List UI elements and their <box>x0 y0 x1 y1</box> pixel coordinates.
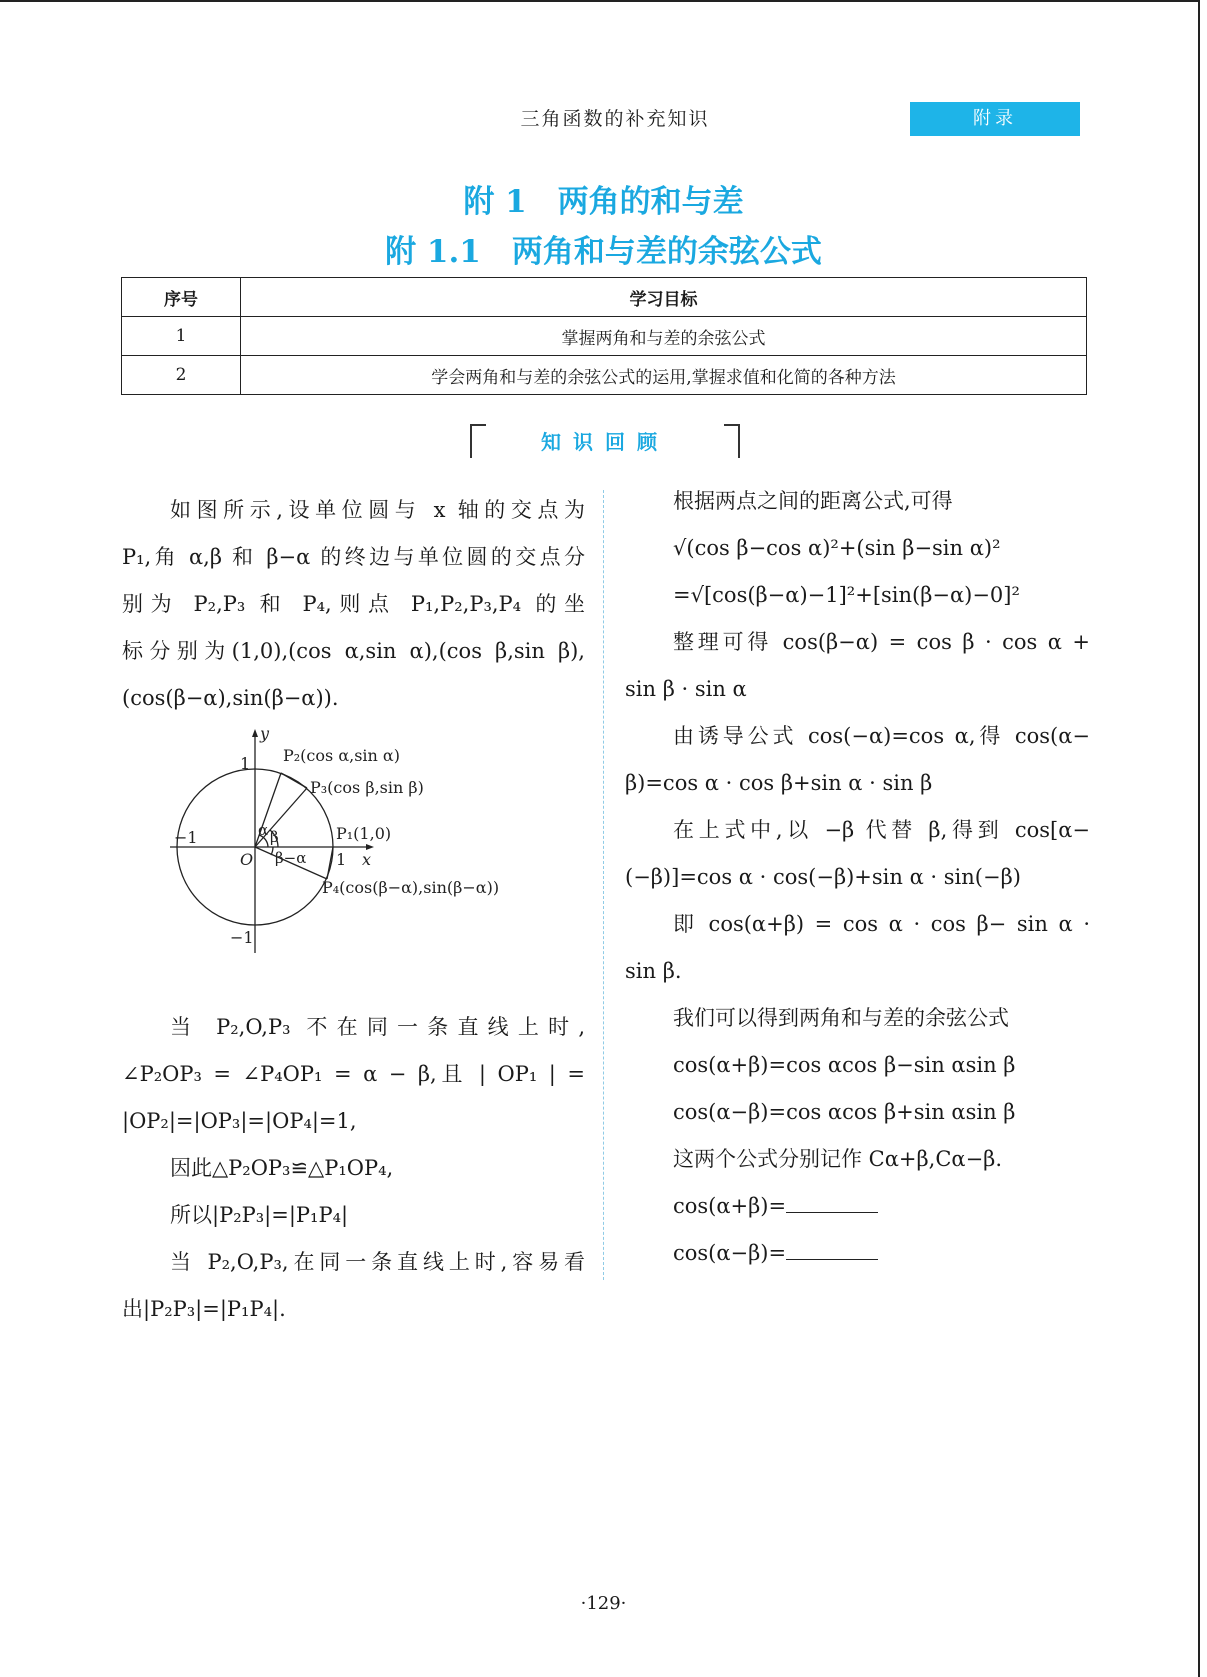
point-p2-label: P₂(cos α,sin α) <box>283 746 400 765</box>
text-line: 整理可得 cos(β−α) = cos β · cos α + <box>673 630 1090 654</box>
page-number: ·129· <box>580 1593 627 1614</box>
y-axis-arrow <box>252 729 258 737</box>
right-column <box>625 478 1090 1277</box>
learning-goals-table <box>121 277 1087 395</box>
appendix-tag: 附录 <box>910 102 1080 136</box>
table-header-row <box>122 278 1087 317</box>
tick-label-bottom: −1 <box>230 928 254 947</box>
text-line: 由诱导公式 cos(−α)=cos α,得 cos(α− <box>673 724 1090 748</box>
text-line: 标分别为(1,0),(cos α,sin α),(cos β,sin β), <box>122 639 585 663</box>
text-line: 所以|P₂P₃|=|P₁P₄| <box>170 1203 349 1227</box>
fill-in-prompt: cos(α−β)= <box>673 1241 787 1265</box>
tick-label-top: 1 <box>240 754 251 773</box>
cell-goal: 学会两角和与差的余弦公式的运用,掌握求值和化简的各种方法 <box>241 356 1087 395</box>
text-line: (cos(β−α),sin(β−α)). <box>122 686 339 710</box>
text-line: (−β)]=cos α · cos(−β)+sin α · sin(−β) <box>625 865 1021 889</box>
tick-label-right: 1 <box>336 850 347 869</box>
header-cell-number: 序号 <box>122 278 241 317</box>
formula-line: √(cos β−cos α)²+(sin β−sin α)² <box>673 536 1001 560</box>
text-line: β)=cos α · cos β+sin α · sin β <box>625 771 933 795</box>
chord-p1p4 <box>327 847 333 879</box>
table-row <box>122 356 1087 395</box>
text-line: |OP₂|=|OP₃|=|OP₄|=1, <box>122 1109 357 1133</box>
angle-beta-label: β <box>270 828 279 846</box>
x-axis-label: x <box>362 850 372 869</box>
y-axis-label: y <box>260 725 270 743</box>
chord-p2p3 <box>281 773 307 788</box>
formula-line: =√[cos(β−α)−1]²+[sin(β−α)−0]² <box>673 583 1020 607</box>
cell-goal: 掌握两角和与差的余弦公式 <box>241 317 1087 356</box>
cell-number: 2 <box>122 356 241 395</box>
text-line: 当 P₂,O,P₃,在同一条直线上时,容易看 <box>170 1250 585 1274</box>
point-p3-label: P₃(cos β,sin β) <box>310 778 424 797</box>
text-line: sin β · sin α <box>625 677 747 701</box>
section-heading: 附 1.1 两角和与差的余弦公式 <box>385 234 822 270</box>
page-frame-top <box>0 0 1200 2</box>
header-cell-goal: 学习目标 <box>241 278 1087 317</box>
fill-in-line <box>625 1230 1090 1277</box>
chapter-heading: 附 1 两角的和与差 <box>463 184 744 220</box>
unit-circle-figure <box>160 725 580 955</box>
text-line: 即 cos(α+β) = cos α · cos β− sin α · <box>673 912 1090 936</box>
text-line: 这两个公式分别记作 Cα+β,Cα−β. <box>673 1147 1002 1171</box>
text-line: 根据两点之间的距离公式,可得 <box>673 489 953 513</box>
fill-in-line <box>625 1183 1090 1230</box>
running-header: 三角函数的补充知识 <box>520 108 710 130</box>
column-divider <box>603 490 604 1280</box>
text-line: 因此△P₂OP₃≌△P₁OP₄, <box>170 1156 394 1180</box>
text-line: 别为 P₂,P₃ 和 P₄,则点 P₁,P₂,P₃,P₄ 的坐 <box>122 592 585 616</box>
text-line: 如图所示,设单位圆与 x 轴的交点为 <box>170 498 585 522</box>
text-line: 在上式中,以 −β 代替 β,得到 cos[α− <box>673 818 1090 842</box>
cell-number: 1 <box>122 317 241 356</box>
fill-in-prompt: cos(α+β)= <box>673 1194 787 1218</box>
tick-label-left: −1 <box>174 828 198 847</box>
formula-line: cos(α+β)=cos αcos β−sin αsin β <box>673 1053 1016 1077</box>
text-line: 出|P₂P₃|=|P₁P₄|. <box>122 1297 286 1321</box>
formula-line: cos(α−β)=cos αcos β+sin αsin β <box>673 1100 1016 1124</box>
answer-blank <box>786 1239 878 1260</box>
text-line: ∠P₂OP₃ = ∠P₄OP₁ = α − β,且 | OP₁ | = <box>122 1062 585 1086</box>
section-label: 知识回顾 <box>541 430 669 454</box>
section-label-box <box>470 424 740 458</box>
angle-beta-minus-alpha-label: β−α <box>275 849 307 867</box>
angle-beta-minus-alpha-arc <box>271 847 273 855</box>
origin-label: O <box>240 850 254 869</box>
point-p1-label: P₁(1,0) <box>336 824 392 843</box>
text-line: 我们可以得到两角和与差的余弦公式 <box>673 1006 1009 1030</box>
text-line: P₁,角 α,β 和 β−α 的终边与单位圆的交点分 <box>122 545 585 569</box>
answer-blank <box>786 1192 878 1213</box>
text-line: 当 P₂,O,P₃ 不在同一条直线上时, <box>170 1015 585 1039</box>
point-p4-label: P₄(cos(β−α),sin(β−α)) <box>322 878 500 897</box>
text-line: sin β. <box>625 959 682 983</box>
table-row <box>122 317 1087 356</box>
angle-alpha-label: α <box>258 821 269 839</box>
